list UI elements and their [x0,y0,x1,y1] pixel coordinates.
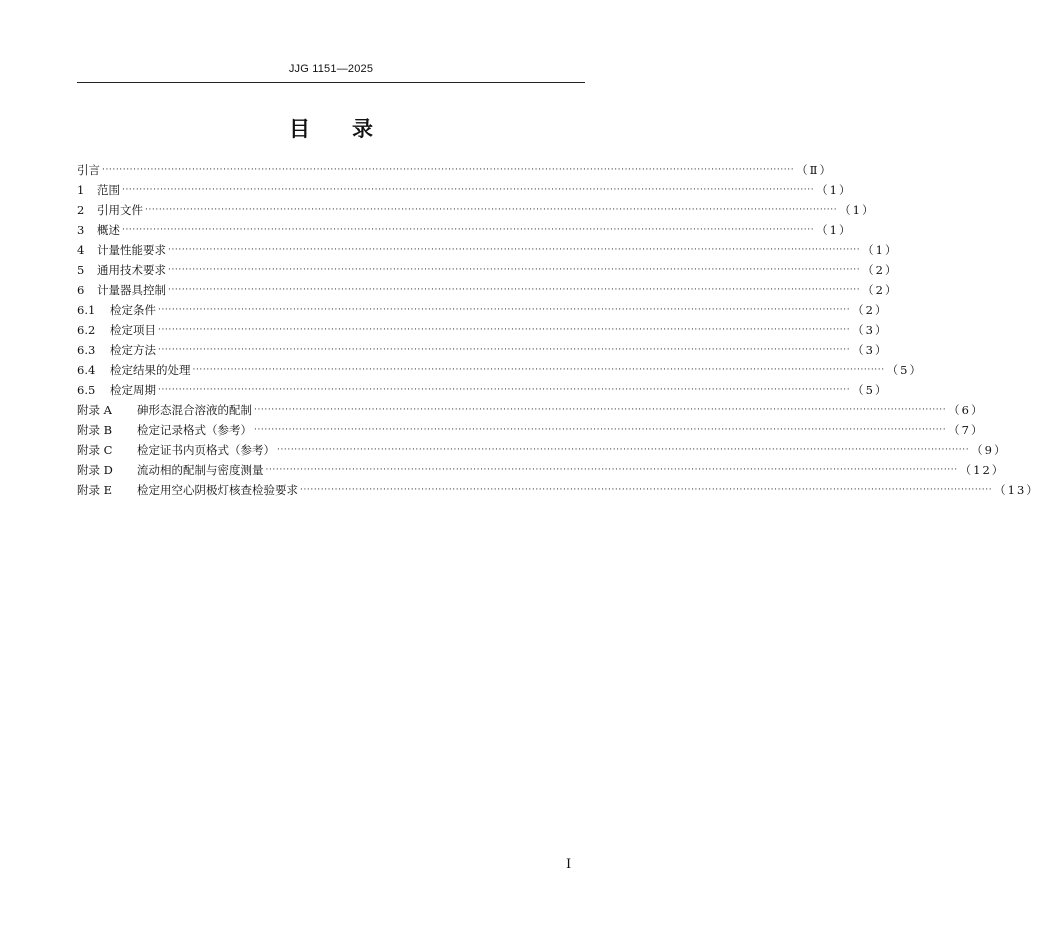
toc-entry-title: 通用技术要求 [97,263,166,277]
toc-entry-title: 引言 [77,163,100,177]
dot-leader: ········································································································································································································ [168,285,861,295]
toc-entry-page: （2） [862,283,899,297]
toc-entry-number: 6 [77,283,85,297]
toc-entry-title: 概述 [97,223,120,237]
toc-entry[interactable] [77,240,899,260]
dot-leader: ········································································································································································································ [254,425,947,435]
toc-entry-title: 检定项目 [110,323,156,337]
toc-entry-number: 附录 D [77,463,113,477]
toc-entry-page: （5） [852,383,889,397]
dot-leader: ········································································································································································································ [122,185,815,195]
toc-entry-page: （6） [948,403,985,417]
toc-entry-title: 检定证书内页格式（参考） [137,443,275,457]
toc-entry-title: 检定用空心阴极灯核查检验要求 [137,483,298,497]
dot-leader: ········································································································································································································ [300,485,993,495]
header-divider [77,82,585,83]
toc-entry-title: 检定方法 [110,343,156,357]
toc-entry-title: 计量性能要求 [97,243,166,257]
toc-entry-number: 2 [77,203,85,217]
toc-entry-number: 6.3 [77,343,96,357]
dot-leader: ········································································································································································································ [122,225,815,235]
toc-entry[interactable] [77,480,1040,500]
toc-entry[interactable] [77,440,1008,460]
toc-entry-number: 附录 C [77,443,113,457]
page-number: Ⅰ [566,857,572,872]
toc-entry-page: （13） [994,483,1040,497]
toc-entry[interactable] [77,280,899,300]
dot-leader: ········································································································································································································ [192,365,885,375]
toc-entry-number: 附录 E [77,483,113,497]
toc-entry[interactable] [77,320,889,340]
toc-entry-title: 检定条件 [110,303,156,317]
dot-leader: ········································································································································································································ [158,345,851,355]
toc-entry[interactable] [77,180,853,200]
toc-entry-number: 附录 A [77,403,112,417]
toc-entry-page: （1） [862,243,899,257]
toc-entry[interactable] [77,300,889,320]
dot-leader: ········································································································································································································ [158,385,851,395]
toc-entry-page: （Ⅱ） [796,163,833,177]
toc-entry-title: 流动相的配制与密度测量 [137,463,264,477]
toc-entry[interactable] [77,380,889,400]
toc-entry-page: （7） [948,423,985,437]
dot-leader: ········································································································································································································ [265,465,958,475]
toc-entry-title: 计量器具控制 [97,283,166,297]
toc-entry-page: （3） [852,343,889,357]
toc-entry-number: 6.5 [77,383,96,397]
dot-leader: ········································································································································································································ [145,205,838,215]
dot-leader: ········································································································································································································ [158,325,851,335]
toc-entry-page: （1） [816,223,853,237]
toc-entry-page: （1） [816,183,853,197]
standard-code-header: JJG 1151—2025 [288,63,374,75]
toc-entry-title: 引用文件 [97,203,143,217]
toc-entry-title: 范围 [97,183,120,197]
dot-leader: ········································································································································································································ [254,405,947,415]
toc-entry[interactable] [77,420,985,440]
toc-entry-number: 附录 B [77,423,113,437]
toc-entry[interactable] [77,400,985,420]
toc-entry-number: 6.2 [77,323,96,337]
toc-entry[interactable] [77,220,853,240]
toc-entry-number: 3 [77,223,85,237]
toc-entry-page: （2） [852,303,889,317]
dot-leader: ········································································································································································································ [158,305,851,315]
toc-entry-title: 检定周期 [110,383,156,397]
dot-leader: ········································································································································································································ [102,165,795,175]
toc-entry[interactable] [77,160,833,180]
dot-leader: ········································································································································································································ [168,265,861,275]
toc-entry-page: （9） [971,443,1008,457]
page-title: 目 录 [289,117,373,141]
toc-entry-page: （1） [839,203,876,217]
toc-entry-title: 砷形态混合溶液的配制 [137,403,252,417]
toc-entry-page: （5） [886,363,923,377]
toc-entry[interactable] [77,460,1006,480]
toc-entry-number: 1 [77,183,85,197]
toc-entry-page: （3） [852,323,889,337]
toc-entry-number: 5 [77,263,85,277]
toc-entry-number: 6.4 [77,363,96,377]
toc-entry[interactable] [77,200,876,220]
table-of-contents [77,160,1040,500]
toc-entry[interactable] [77,260,899,280]
toc-entry-number: 6.1 [77,303,96,317]
toc-entry-title: 检定记录格式（参考） [137,423,252,437]
toc-entry-page: （2） [862,263,899,277]
dot-leader: ········································································································································································································ [277,445,970,455]
toc-entry-page: （12） [959,463,1006,477]
toc-entry-number: 4 [77,243,85,257]
toc-entry-title: 检定结果的处理 [110,363,191,377]
toc-entry[interactable] [77,360,923,380]
toc-entry[interactable] [77,340,889,360]
dot-leader: ········································································································································································································ [168,245,861,255]
